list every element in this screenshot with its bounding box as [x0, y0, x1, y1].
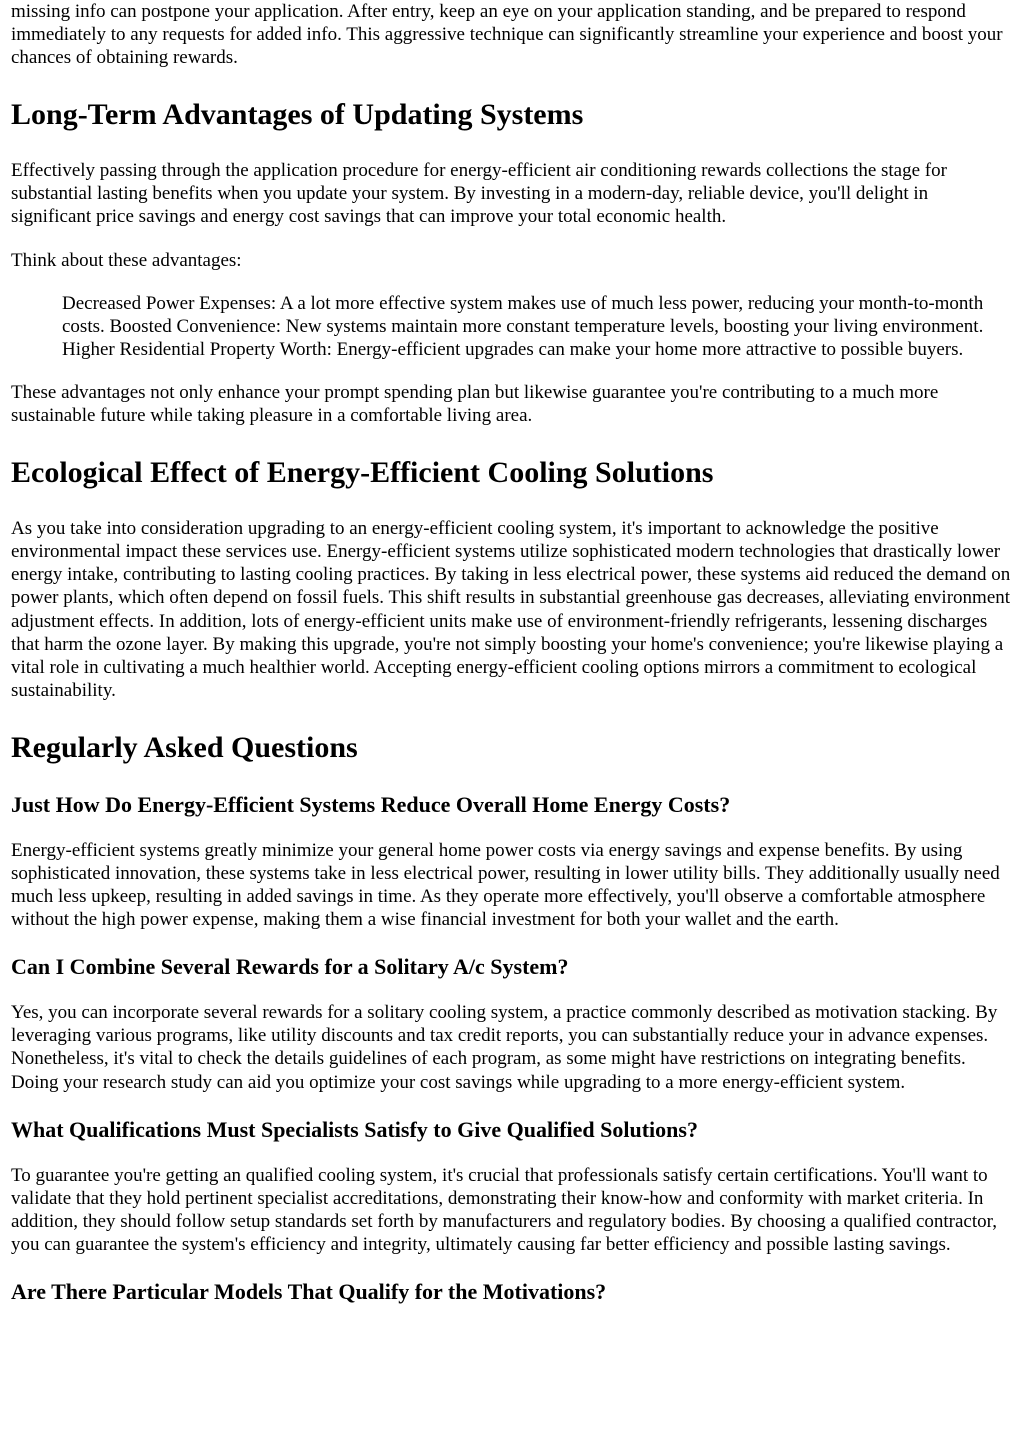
- ecological-paragraph: As you take into consideration upgrading to an energy-efficient cooling system, it's important to acknowledge the positive environmental impact these services use. Energy-efficient systems utilize sophisticated modern technologies that drastically lower energy intake, contributing to lasting cooling practices. By taking in less electrical power, these systems aid reduced the demand on power plants, which often depend on fossil fuels. This shift results in substantial greenhouse gas decreases, alleviating environment adjustment effects. In addition, lots of energy-efficient units make use of environment-friendly refrigerants, lessening discharges that harm the ozone layer. By making this upgrade, you're not simply boosting your home's convenience; you're likewise playing a vital role in cultivating a much healthier world. Accepting energy-efficient cooling options mirrors a commitment to ecological sustainability.: [11, 518, 1011, 701]
- ecological-heading: Ecological Effect of Energy-Efficient Cooling Solutions: [11, 456, 714, 490]
- long-term-paragraph-1: Effectively passing through the application procedure for energy-efficient air conditioning rewards collections the stage for substantial lasting benefits when you update your system. By investing in a modern-day, reliable device, you'll delight in significant price savings and energy cost savings that can improve your total economic health.: [11, 160, 947, 228]
- faq-heading: Regularly Asked Questions: [11, 730, 358, 764]
- faq-question-1: Just How Do Energy-Efficient Systems Reduce Overall Home Energy Costs?: [11, 791, 731, 817]
- advantages-quote: [62, 292, 1013, 361]
- faq-question-2: Can I Combine Several Rewards for a Solitary A/c System?: [11, 954, 569, 980]
- long-term-heading: Long-Term Advantages of Updating Systems: [11, 98, 584, 132]
- faq-question-3: What Qualifications Must Specialists Satisfy to Give Qualified Solutions?: [11, 1116, 698, 1142]
- long-term-paragraph-3: These advantages not only enhance your prompt spending plan but likewise guarantee you're contributing to a much more sustainable future while taking pleasure in a comfortable living area.: [11, 381, 939, 427]
- faq-question-4: Are There Particular Models That Qualify for the Motivations?: [11, 1279, 607, 1304]
- faq-answer-3: To guarantee you're getting an qualified cooling system, it's crucial that professionals satisfy certain certifications. You'll want to validate that they hold pertinent specialist accreditations, demonstrating their know-how and conformity with market criteria. In addition, they should follow setup standards set forth by manufacturers and regulatory bodies. By choosing a qualified contractor, you can guarantee the system's efficiency and integrity, ultimately causing far better efficiency and possible lasting savings.: [11, 1164, 997, 1255]
- faq-answer-2: Yes, you can incorporate several rewards for a solitary cooling system, a practice commonly described as motivation stacking. By leveraging various programs, like utility discounts and tax credit reports, you can substantially reduce your in advance expenses. Nonetheless, it's vital to check the details guidelines of each program, as some might have restrictions on integrating benefits. Doing your research study can aid you optimize your cost savings while upgrading to a more energy-efficient system.: [11, 1002, 998, 1093]
- intro-paragraph: missing info can postpone your application. After entry, keep an eye on your application standing, and be prepared to respond immediately to any requests for added info. This aggressive technique can significantly streamline your experience and boost your chances of obtaining rewards.: [11, 1, 1003, 69]
- advantages-quote-text: Decreased Power Expenses: A a lot more effective system makes use of much less power, reducing your month-to-month costs. Boosted Convenience: New systems maintain more constant temperature levels, boosting your living environment. Higher Residential Property Worth: Energy-efficient upgrades can make your home more attractive to possible buyers.: [62, 292, 984, 360]
- long-term-paragraph-2: Think about these advantages:: [11, 249, 242, 271]
- faq-answer-1: Energy-efficient systems greatly minimize your general home power costs via energy savings and expense benefits. By using sophisticated innovation, these systems take in less electrical power, resulting in lower utility bills. They additionally usually need much less upkeep, resulting in added savings in time. As they operate more effectively, you'll observe a comfortable atmosphere without the high power expense, making them a wise financial investment for both your wallet and the earth.: [11, 839, 1000, 931]
